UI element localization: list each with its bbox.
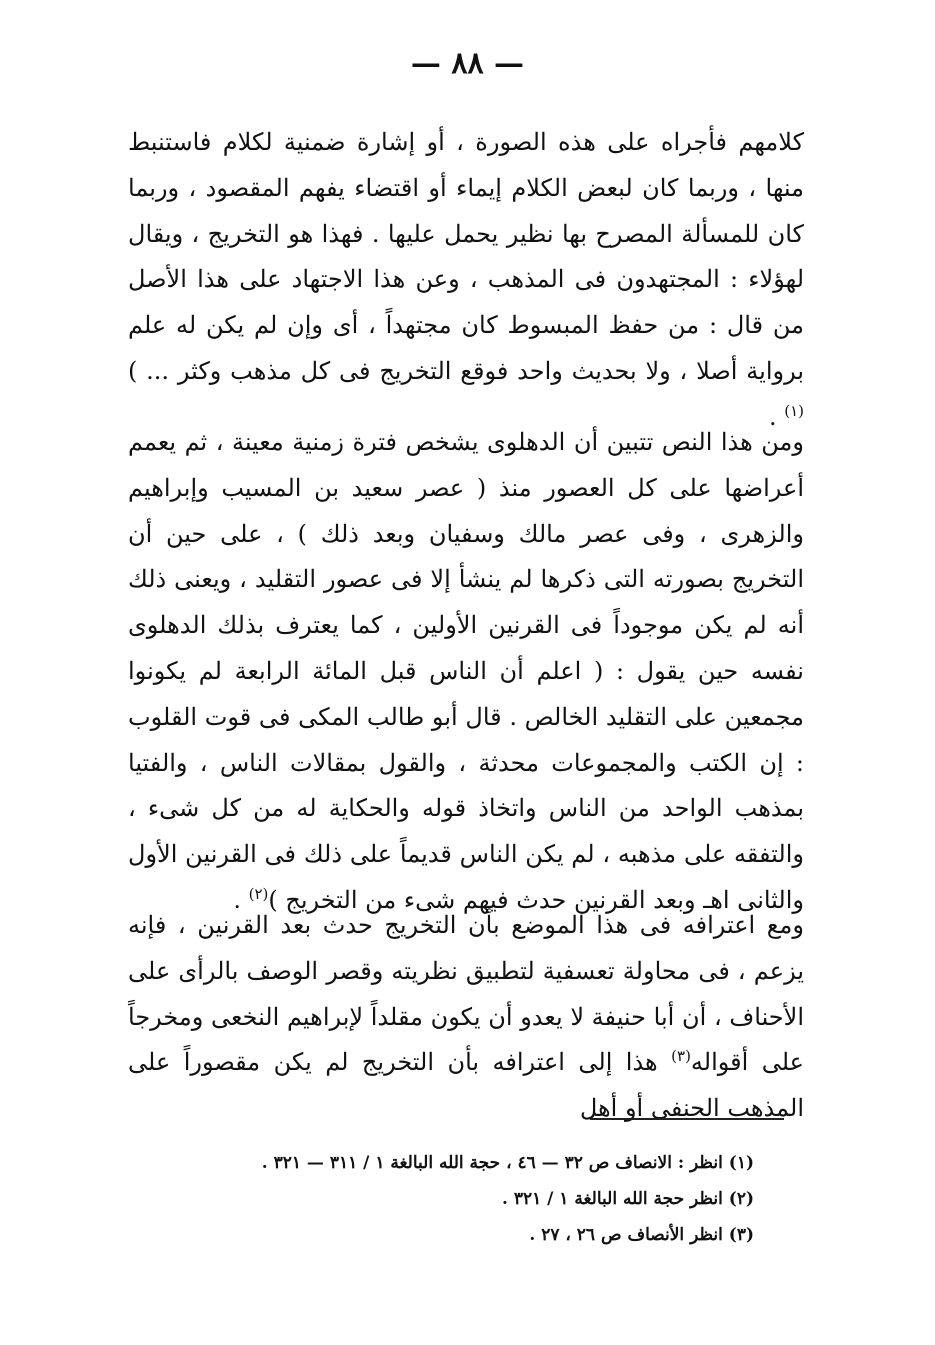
paragraph-2: [128, 420, 804, 924]
paragraph-1: [128, 120, 804, 441]
paragraph-2-text: ومن هذا النص تتبين أن الدهلوى يشخص فترة زمنية معينة ، ثم يعمم أعراضها على كل العصور منذ ( عصر سعيد بن المسيب وإبراهيم والزهرى ، وفى عصر مالك وسفيان وبعد ذلك ) ، على حين أن التخريج بصورته التى ذكرها لم ينشأ إلا فى عصور التقليد ، ويعنى ذلك أنه لم يكن موجوداً فى القرنين الأولين ، كما يعترف بذلك الدهلوى نفسه حين يقول : ( اعلم أن الناس قبل المائة الرابعة لم يكونوا مجمعين على التقليد الخالص . قال أبو طالب المكى فى قوت القلوب : إن الكتب والمجموعات محدثة ، والقول بمقالات الناس ، والفتيا بمذهب الواحد من الناس واتخاذ قوله والحكاية له من كل شىء ، والتفقه على مذهبه ، لم يكن الناس قديماً على ذلك فى القرنين الأول والثانى اهـ وبعد القرنين حدث فيهم شىء من التخريج ): [128, 428, 804, 914]
footnote-separator: [590, 1118, 784, 1120]
paragraph-3-tail: هذا إلى اعترافه بأن التخريج لم يكن مقصوراً على المذهب الحنفى أو أهل: [128, 1048, 804, 1123]
paragraph-1-tail: .: [768, 402, 785, 431]
footnote-3: (٣) انظر الأنصاف ص ٢٦ ، ٢٧ .: [529, 1225, 754, 1245]
footnotes: [150, 1145, 754, 1253]
paragraph-1-text: كلامهم فأجراه على هذه الصورة ، أو إشارة ضمنية لكلام فاستنبط منها ، وربما كان لبعض الكلام إيماء أو اقتضاء يفهم المقصود ، وربما كان للمسألة المصرح بها نظير يحمل عليها . فهذا هو التخريج ، ويقال لهؤلاء : المجتهدون فى المذهب ، وعن هذا الاجتهاد على هذا الأصل من قال : من حفظ المبسوط كان مجتهداً ، أى وإن لم يكن له علم برواية أصلا ، ولا بحديث واحد فوقع التخريج فى كل مذهب وكثر ... ): [128, 128, 804, 385]
paragraph-3: [128, 903, 804, 1132]
footnote-2: (٢) انظر حجة الله البالغة ١ / ٣٢١ .: [502, 1189, 754, 1209]
paragraph-2-tail: .: [233, 885, 249, 914]
footnote-ref-2: (٢): [248, 884, 269, 903]
footnote-ref-1: (١): [784, 401, 804, 420]
page-number: — ٨٨ —: [410, 46, 525, 81]
footnote-ref-3: (٣): [671, 1047, 691, 1066]
paragraph-3-text: ومع اعترافه فى هذا الموضع بأن التخريج حدث بعد القرنين ، فإنه يزعم ، فى محاولة تعسفية لتطبيق نظريته وقصر الوصف بالرأى على الأحناف ، أن أبا حنيفة لا يعدو أن يكون مقلداً لإبراهيم النخعى ومخرجاً على أقواله: [128, 911, 804, 1077]
footnote-1: (١) انظر : الانصاف ص ٣٢ — ٤٦ ، حجة الله البالغة ١ / ٣١١ — ٣٢١ .: [261, 1153, 754, 1173]
